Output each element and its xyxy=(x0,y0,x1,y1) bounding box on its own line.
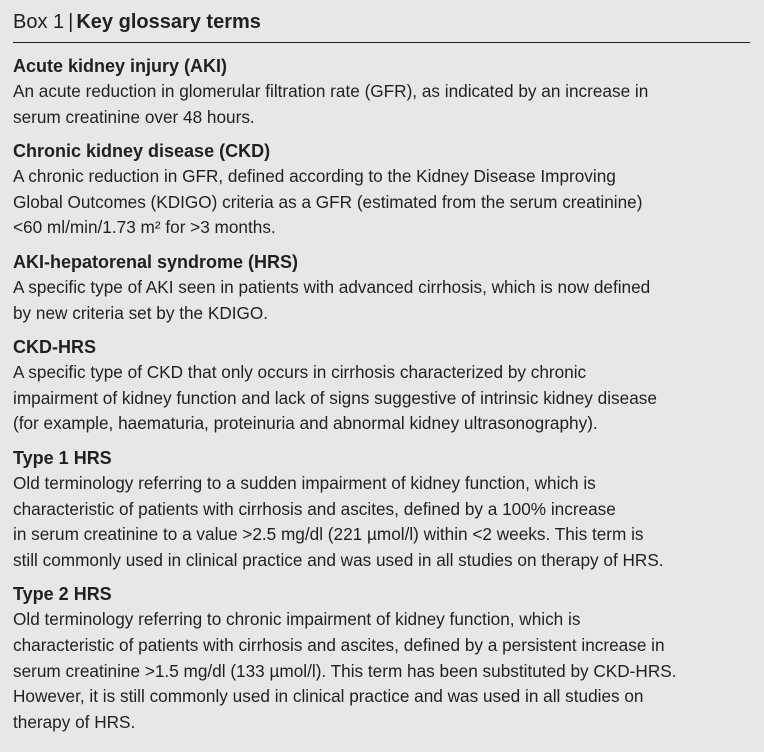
term-name: Chronic kidney disease (CKD) xyxy=(13,141,271,162)
definition-line: serum creatinine >1.5 mg/dl (133 µmol/l). This term has been substituted by CKD-HRS. xyxy=(13,660,677,681)
term-name: Type 1 HRS xyxy=(13,447,112,468)
definition-line: (for example, haematuria, proteinuria and abnormal kidney ultrasonography). xyxy=(13,413,598,434)
box-title: Key glossary terms xyxy=(76,11,261,33)
definition-line: therapy of HRS. xyxy=(13,711,136,732)
definition-line: by new criteria set by the KDIGO. xyxy=(13,302,269,323)
header-divider xyxy=(13,42,750,43)
definition-line: <60 ml/min/1.73 m² for >3 months. xyxy=(13,217,276,238)
definition-line: A chronic reduction in GFR, defined according to the Kidney Disease Improving xyxy=(13,166,616,187)
definition-line: characteristic of patients with cirrhosis and ascites, defined by a persistent increase in xyxy=(13,634,665,655)
definition-line: Old terminology referring to chronic impairment of kidney function, which is xyxy=(13,609,581,630)
box-header xyxy=(13,8,750,36)
term-ckd xyxy=(13,138,750,241)
term-definition xyxy=(13,164,750,241)
box-separator: | xyxy=(68,11,74,33)
term-definition xyxy=(13,607,750,735)
term-type2-hrs xyxy=(13,581,750,735)
term-definition xyxy=(13,79,750,130)
term-name: Acute kidney injury (AKI) xyxy=(13,56,228,76)
term-type1-hrs xyxy=(13,445,750,573)
term-definition xyxy=(13,471,750,573)
term-ckd-hrs xyxy=(13,334,750,437)
definition-line: serum creatinine over 48 hours. xyxy=(13,106,255,127)
definition-line: Global Outcomes (KDIGO) criteria as a GFR (estimated from the serum creatinine) xyxy=(13,191,643,212)
term-aki-hrs xyxy=(13,249,750,326)
definition-line: characteristic of patients with cirrhosis and ascites, defined by a 100% increase xyxy=(13,498,616,519)
term-definition xyxy=(13,360,750,437)
term-name: CKD-HRS xyxy=(13,337,96,358)
definition-line: A specific type of CKD that only occurs in cirrhosis characterized by chronic xyxy=(13,362,587,383)
term-name: AKI-hepatorenal syndrome (HRS) xyxy=(13,251,299,272)
definition-line: still commonly used in clinical practice and was used in all studies on therapy of HRS. xyxy=(13,549,664,570)
definition-line: A specific type of AKI seen in patients with advanced cirrhosis, which is now defined xyxy=(13,276,651,297)
definition-line: in serum creatinine to a value >2.5 mg/dl (221 µmol/l) within <2 weeks. This term is xyxy=(13,524,644,545)
definition-line: An acute reduction in glomerular filtration rate (GFR), as indicated by an increase in xyxy=(13,81,649,101)
term-aki xyxy=(13,53,750,130)
definition-line: Old terminology referring to a sudden impairment of kidney function, which is xyxy=(13,472,596,493)
term-definition xyxy=(13,275,750,326)
definition-line: impairment of kidney function and lack of signs suggestive of intrinsic kidney disease xyxy=(13,387,657,408)
box-label: Box 1 xyxy=(13,11,65,33)
term-name: Type 2 HRS xyxy=(13,584,112,605)
definition-line: However, it is still commonly used in clinical practice and was used in all studies on xyxy=(13,686,644,707)
